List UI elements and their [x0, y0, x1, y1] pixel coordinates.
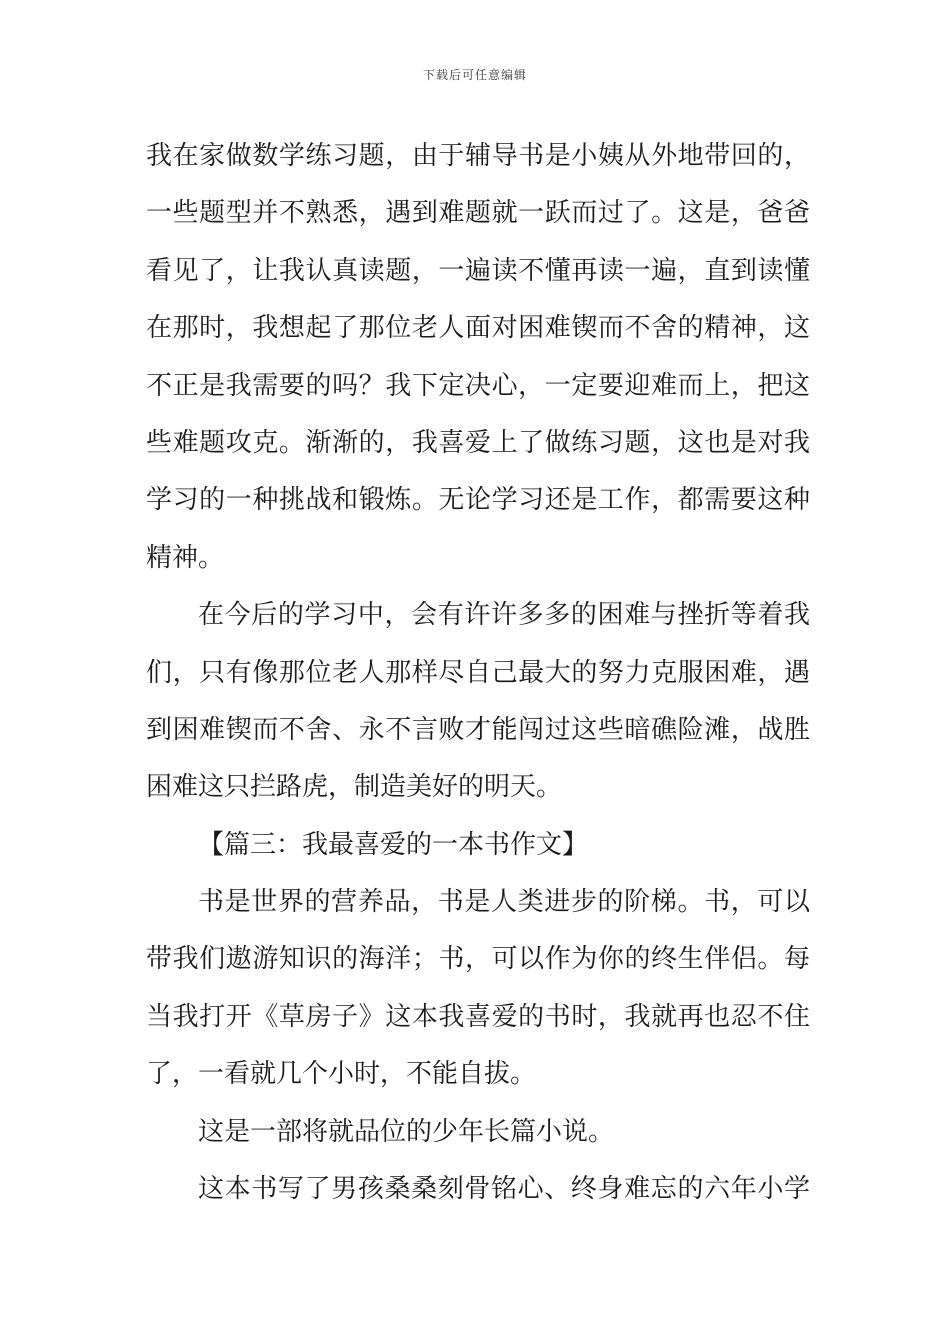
- text-line: 精神。: [146, 542, 225, 573]
- text-line: 书是世界的营养品，书是人类进步的阶梯。书，可以: [198, 887, 810, 918]
- text-line: 这本书写了男孩桑桑刻骨铭心、终身难忘的六年小学: [198, 1174, 810, 1205]
- text-line: 一些题型并不熟悉，遇到难题就一跃而过了。这是，爸爸: [146, 198, 810, 229]
- text-line: 带我们遨游知识的海洋；书，可以作为你的终生伴侣。每: [146, 944, 810, 975]
- page-header: 下载后可任意编辑: [422, 68, 527, 82]
- text-line: 了，一看就几个小时，不能自拔。: [146, 1059, 537, 1090]
- text-line: 不正是我需要的吗？我下定决心，一定要迎难而上，把这: [146, 370, 810, 401]
- text-line: 这是一部将就品位的少年长篇小说。: [198, 1116, 615, 1147]
- text-line: 我在家做数学练习题，由于辅导书是小姨从外地带回的，: [146, 141, 810, 171]
- text-line: 们，只有像那位老人那样尽自己最大的努力克服困难，遇: [146, 657, 810, 688]
- text-line: 学习的一种挑战和锻炼。无论学习还是工作，都需要这种: [146, 485, 810, 516]
- body-text: [146, 128, 810, 1218]
- text-line: 困难这只拦路虎，制造美好的明天。: [146, 772, 563, 803]
- section-heading: 【篇三：我最喜爱的一本书作文】: [198, 829, 589, 860]
- text-line: 在今后的学习中，会有许许多多的困难与挫折等着我: [198, 600, 810, 631]
- text-line: 些难题攻克。渐渐的，我喜爱上了做练习题，这也是对我: [146, 427, 810, 458]
- text-line: 看见了，让我认真读题，一遍读不懂再读一遍，直到读懂: [146, 255, 810, 286]
- text-line: 在那时，我想起了那位老人面对困难锲而不舍的精神，这: [146, 313, 810, 344]
- text-line: 到困难锲而不舍、永不言败才能闯过这些暗礁险滩，战胜: [146, 714, 810, 745]
- text-line: 当我打开《草房子》这本我喜爱的书时，我就再也忍不住: [146, 1001, 810, 1032]
